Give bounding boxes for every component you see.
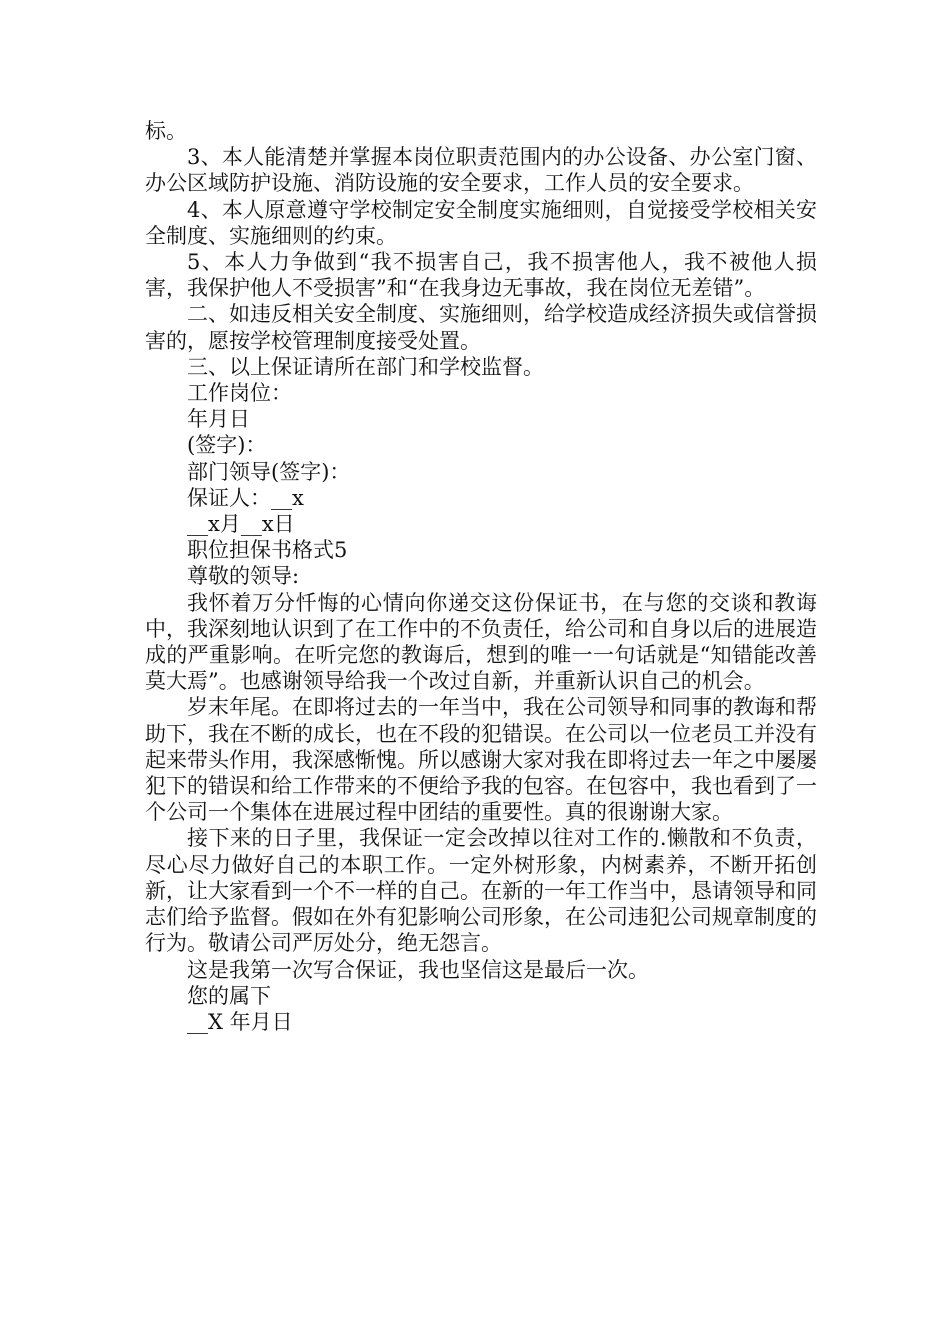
department-leader-signature-line: 部门领导(签字)： (187, 459, 351, 484)
closing-line: 您的属下 (187, 983, 271, 1008)
paragraph: 这是我第一次写合保证，我也坚信这是最后一次。 (187, 957, 649, 982)
job-position-line: 工作岗位： (187, 381, 292, 406)
guarantor-line: 保证人：__x (187, 485, 304, 510)
paragraph: 二、如违反相关安全制度、实施细则，给学校造成经济损失或信誉损害的，愿按学校管理制度接受处置。 (145, 302, 817, 353)
paragraph: 岁末年尾。在即将过去的一年当中，我在公司领导和同事的教诲和帮助下，我在不断的成长，也在不段的犯错误。在公司以一位老员工并没有起来带头作用，我深感惭愧。所以感谢大家对我在即将过去一年之中屡屡犯下的错误和给工作带来的不便给予我的包容。在包容中，我也看到了一个公司一个集体在进展过程中团结的重要性。真的很谢谢大家。 (145, 695, 817, 825)
date-line: 年月日 (187, 407, 250, 432)
date-line: __x月__x日 (187, 512, 295, 537)
paragraph: 三、以上保证请所在部门和学校监督。 (187, 354, 544, 379)
paragraph: 5、本人力争做到“我不损害自己，我不损害他人，我不被他人损害，我保护他人不受损害”和“在我身边无事故，我在岗位无差错”。 (145, 250, 817, 301)
signature-line: (签字)： (187, 433, 267, 458)
paragraph: 接下来的日子里，我保证一定会改掉以往对工作的.懒散和不负责，尽心尽力做好自己的本职工作。一定外树形象，内树素养，不断开拓创新，让大家看到一个不一样的自己。在新的一年工作当中，恳请领导和同志们给予监督。假如在外有犯影响公司形象，在公司违犯公司规章制度的行为。敬请公司严厉处分，绝无怨言。 (145, 826, 817, 956)
paragraph: 4、本人原意遵守学校制定安全制度实施细则，自觉接受学校相关安全制度、实施细则的约束。 (145, 197, 817, 248)
paragraph: 我怀着万分忏悔的心情向你递交这份保证书，在与您的交谈和教诲中，我深刻地认识到了在工作中的不负责任，给公司和自身以后的进展造成的严重影响。在听完您的教诲后，想到的唯一一句话就是“知错能改善莫大焉”。也感谢领导给我一个改过自新，并重新认识自己的机会。 (145, 590, 817, 694)
closing-date-line: __X 年月日 (187, 1009, 293, 1034)
paragraph: 标。 (145, 119, 187, 143)
document-page (145, 118, 817, 1035)
section-title: 职位担保书格式5 (187, 538, 348, 563)
salutation: 尊敬的领导: (187, 564, 300, 589)
paragraph: 3、本人能清楚并掌握本岗位职责范围内的办公设备、办公室门窗、办公区域防护设施、消防设施的安全要求，工作人员的安全要求。 (145, 145, 817, 196)
